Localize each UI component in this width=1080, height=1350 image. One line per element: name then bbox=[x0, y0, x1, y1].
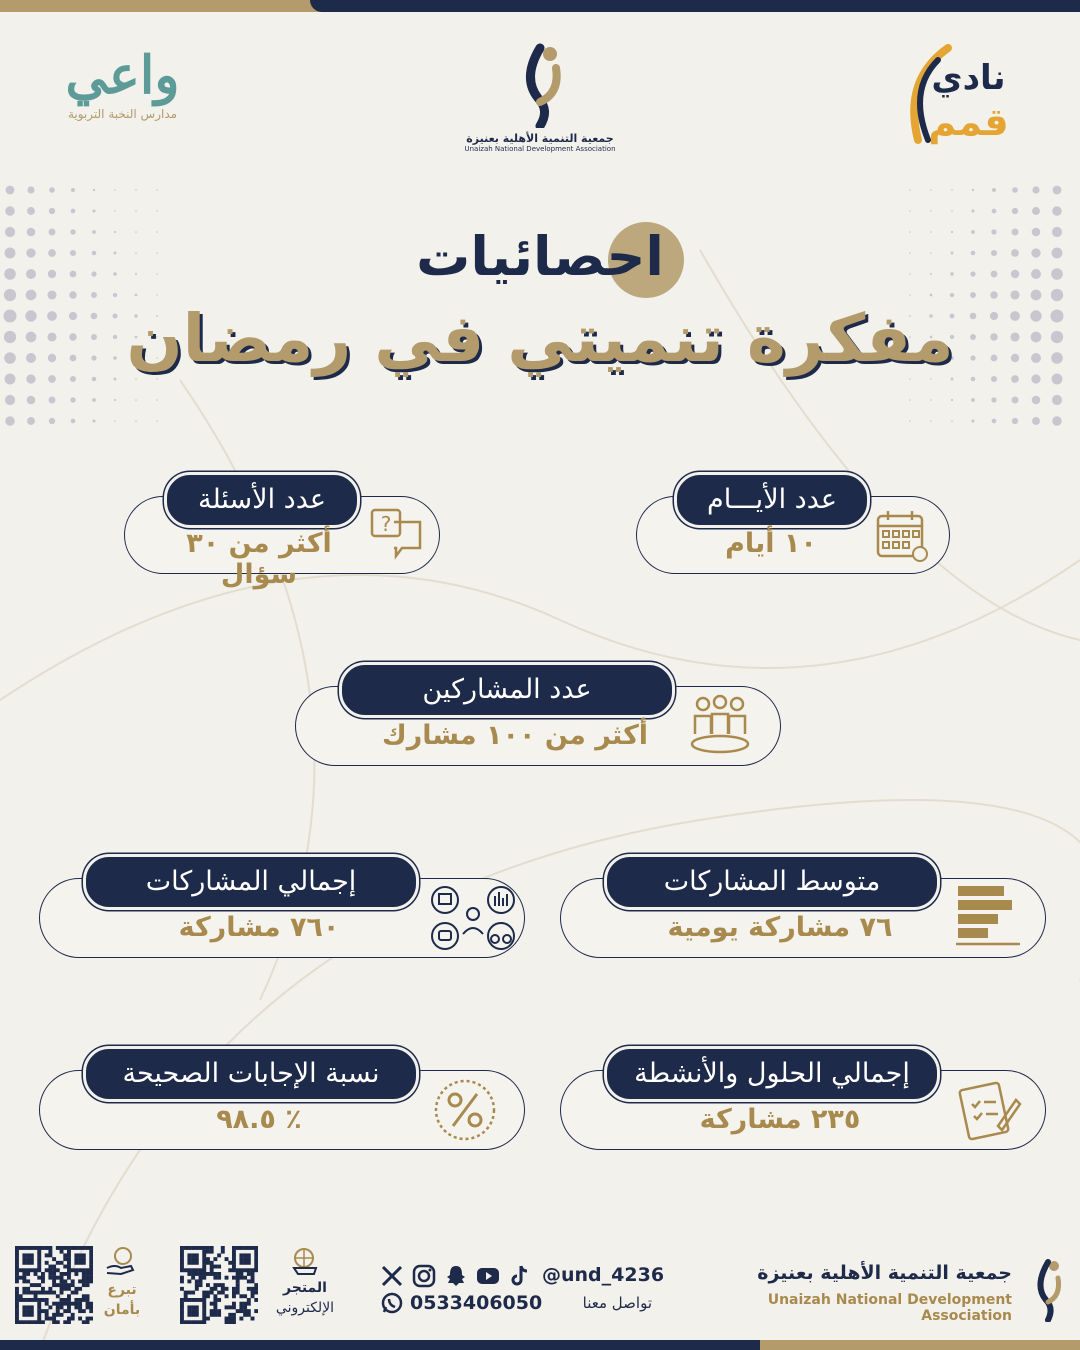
und-logo-name: جمعية التنمية الأهلية بعنيزة bbox=[466, 132, 614, 145]
und-logo-sub: Unaizah National Development Association bbox=[464, 145, 616, 153]
stat-card-days bbox=[636, 468, 952, 576]
und-logo bbox=[430, 38, 650, 153]
stat-label: إجمالي المشاركات bbox=[83, 854, 419, 910]
store-qr-code[interactable] bbox=[180, 1246, 258, 1324]
x-icon[interactable] bbox=[380, 1264, 404, 1288]
page-subtitle: مفكرة تنميتي في رمضان bbox=[126, 300, 954, 377]
stat-value: أكثر من ١٠٠ مشارك bbox=[381, 720, 649, 751]
stat-label: متوسط المشاركات bbox=[604, 854, 940, 910]
store-label-1[interactable]: المتجر bbox=[283, 1280, 327, 1296]
stat-card-correct-answers bbox=[39, 1042, 527, 1152]
stat-card-average bbox=[560, 850, 1048, 960]
footer-org-name-en: Unaizah National Development Association bbox=[767, 1292, 1012, 1324]
clipboard-icon bbox=[958, 1076, 1022, 1142]
stat-label: إجمالي الحلول والأنشطة bbox=[604, 1046, 940, 1102]
stat-value: ٢٣٥ مشاركة bbox=[699, 1104, 861, 1135]
participants-icon bbox=[689, 694, 751, 758]
footer-phone[interactable]: 0533406050 bbox=[410, 1292, 543, 1314]
waai-logo bbox=[55, 45, 190, 121]
activities-icon bbox=[429, 884, 517, 952]
stat-value: ٧٦ مشاركة يومية bbox=[667, 912, 893, 943]
stat-label: عدد الأيـــام bbox=[674, 472, 870, 528]
stat-card-solutions bbox=[560, 1042, 1048, 1152]
page-title: احصائيات bbox=[416, 225, 664, 288]
svg-text:?: ? bbox=[380, 512, 392, 536]
snapchat-icon[interactable] bbox=[444, 1264, 468, 1288]
footer-org-name: جمعية التنمية الأهلية بعنيزة bbox=[757, 1262, 1012, 1284]
footer-contact-label: تواصل معنا bbox=[582, 1294, 652, 1312]
qimam-logo bbox=[898, 40, 1018, 150]
tiktok-icon[interactable] bbox=[508, 1264, 532, 1288]
stat-value: ١٠ أيام bbox=[725, 528, 817, 559]
question-chat-icon bbox=[368, 506, 426, 562]
store-globe-cart-icon bbox=[290, 1246, 320, 1276]
donate-label-2[interactable]: بأمان bbox=[103, 1302, 141, 1318]
donate-hand-icon bbox=[105, 1246, 137, 1276]
qimam-line1: نادي bbox=[931, 58, 1006, 98]
calendar-icon bbox=[874, 508, 930, 564]
instagram-icon[interactable] bbox=[412, 1264, 436, 1288]
waai-logo-name: واعي bbox=[65, 45, 180, 106]
stat-card-participants bbox=[295, 658, 783, 768]
whatsapp-icon[interactable] bbox=[380, 1291, 404, 1315]
bottom-accent-bar bbox=[760, 1340, 1080, 1350]
youtube-icon[interactable] bbox=[476, 1264, 500, 1288]
stat-value: ٧٦٠ مشاركة bbox=[178, 912, 340, 943]
bottom-navy-bar bbox=[0, 1340, 780, 1350]
social-icons bbox=[380, 1264, 532, 1288]
stat-label: عدد الأسئلة bbox=[164, 472, 360, 528]
stat-value: أكثر من ٣٠ سؤال bbox=[186, 528, 332, 590]
donate-qr-code[interactable] bbox=[15, 1246, 93, 1324]
stat-label: نسبة الإجابات الصحيحة bbox=[83, 1046, 419, 1102]
qimam-line2: قمم bbox=[928, 100, 1009, 144]
stat-label: عدد المشاركين bbox=[339, 662, 675, 718]
stat-value: ٪ ٩٨.٥ bbox=[216, 1104, 302, 1135]
footer-und-emblem-icon bbox=[1028, 1256, 1068, 1322]
donate-label-1[interactable]: تبرع bbox=[107, 1282, 137, 1298]
stat-card-questions bbox=[124, 468, 440, 590]
store-label-2[interactable]: الإلكتروني bbox=[275, 1300, 335, 1316]
bar-chart-icon bbox=[954, 884, 1022, 948]
percent-icon bbox=[433, 1078, 497, 1142]
und-emblem-icon bbox=[510, 38, 570, 128]
footer-handle[interactable]: @und_4236 bbox=[542, 1264, 665, 1286]
waai-logo-sub: مدارس النخبة التربوية bbox=[67, 107, 178, 121]
stat-card-total-participations bbox=[39, 850, 527, 960]
